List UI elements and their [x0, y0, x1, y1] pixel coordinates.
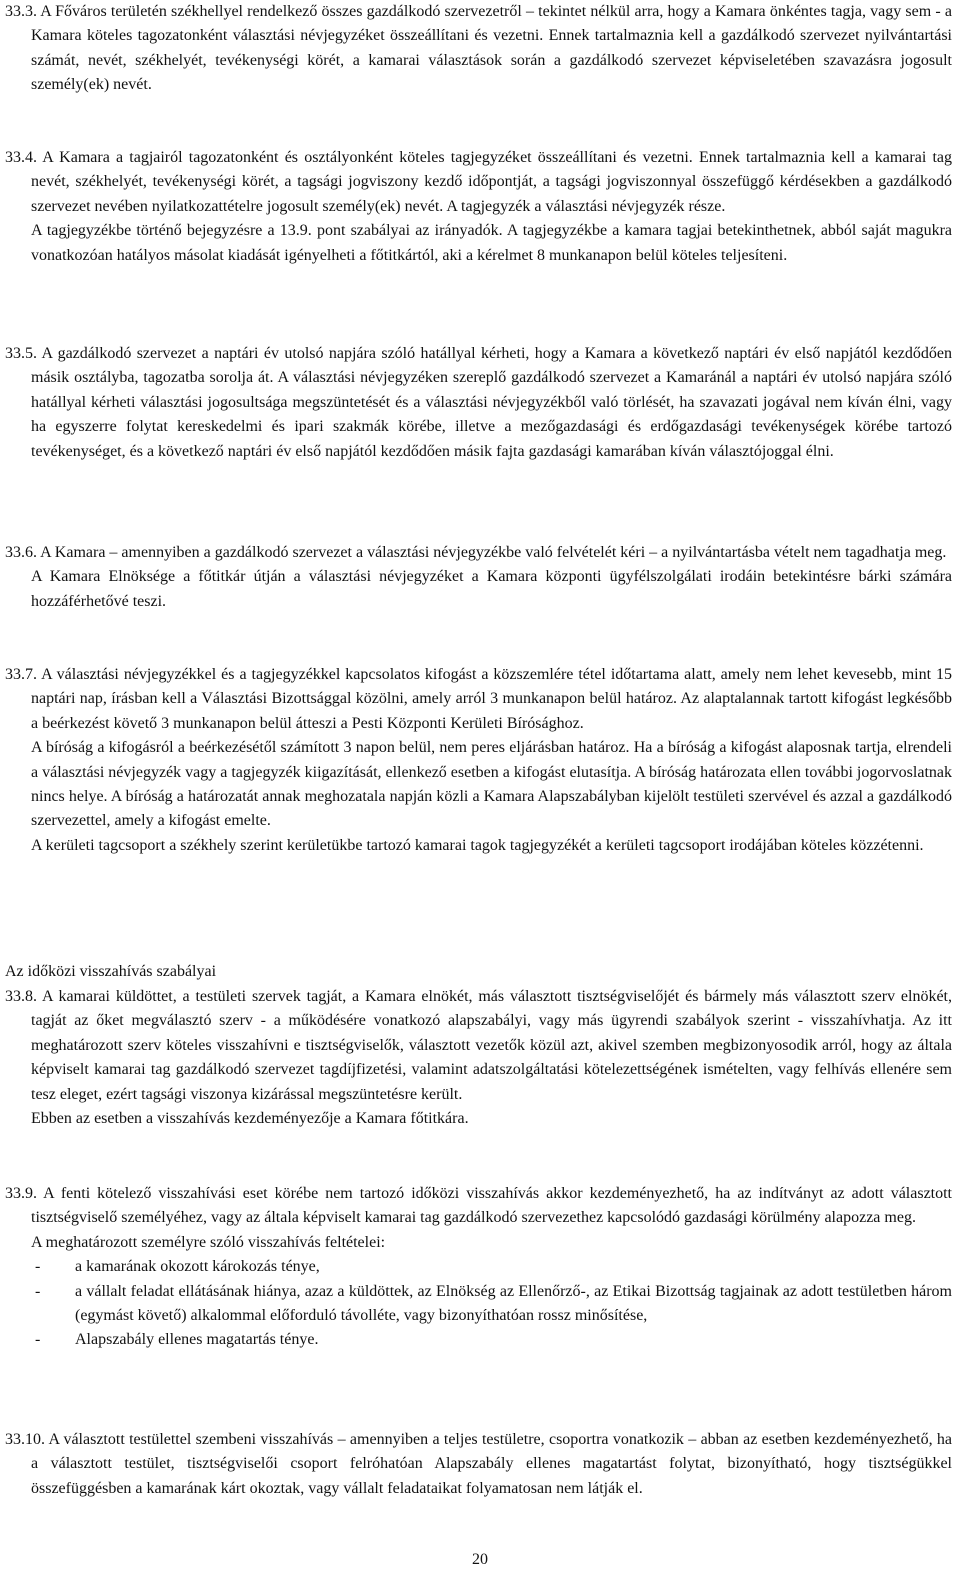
section-33-10	[5, 1428, 952, 1501]
list-item-text: Alapszabály ellenes magatartás ténye.	[75, 1331, 319, 1349]
paragraph: Ebben az esetben a visszahívás kezdeményezője a Kamara főtitkára.	[31, 1110, 469, 1128]
paragraph: 33.7. A választási névjegyzékkel és a tagjegyzékkel kapcsolatos kifogást a közszemlére tétel időtartama alatt, amely nem lehet kevesebb, mint 15 naptári nap, írásban kell a Választási Bizottsággal közölni, amely arról 3 munkanapon belül határoz. Az alaptalannak tartott kifogást legkésőbb a beérkezést követő 3 munkanapon belül átteszi a Pesti Központi Kerületi Bírósághoz.	[5, 666, 952, 732]
section-33-6	[5, 541, 952, 614]
paragraph: A tagjegyzékbe történő bejegyzésre a 13.9. pont szabályai az irányadók. A tagjegyzékbe a kamara tagjai betekinthetnek, abból saját magukra vonatkozóan hatályos másolat kiadását igényelheti a főtitkártól, aki a kérelmet 8 munkanapon belül köteles teljesíteni.	[31, 222, 952, 264]
paragraph: 33.10. A választott testülettel szembeni visszahívás – amennyiben a teljes testületre, csoportra vonatkozik – abban az esetben kezdeményezhető, ha a választott testület, tisztségviselői csoport felróhatóan Alapszabály ellenes magatartást folytat, bizonyítható, hogy tisztségükkel összefüggésben a kamarának kárt okoztak, vagy vállalt feladataikat folyamatosan nem látják el.	[5, 1431, 952, 1497]
list-item	[5, 1280, 952, 1329]
paragraph: 33.9. A fenti kötelező visszahívási eset körébe nem tartozó időközi visszahívás akkor kezdeményezhető, ha az indítványt az adott választott tisztségviselő személyéhez, vagy az általa képviselt kamarai tag gazdálkodó szervezethez kapcsolódó gazdasági körülmény alapozza meg.	[5, 1185, 952, 1227]
paragraph: A meghatározott személyre szóló visszahívás feltételei:	[31, 1233, 386, 1251]
section-33-9	[5, 1182, 952, 1353]
paragraph: 33.4. A Kamara a tagjairól tagozatonként és osztályonként köteles tagjegyzéket összeállítani és vezetni. Ennek tartalmaznia kell a kamarai tag nevét, székhelyét, tevékenységi körét, a tagsági jogviszony kezdő időpontját, a tagsági jogviszonnyal összefüggő kérdésekben a gazdálkodó szervezet nevében nyilatkozattételre jogosult személy(ek) nevét. A tagjegyzék a választási névjegyzék része.	[5, 149, 952, 215]
dash-bullet: -	[35, 1331, 41, 1349]
section-33-8	[5, 985, 952, 1131]
section-33-7	[5, 663, 952, 858]
dash-bullet: -	[35, 1282, 41, 1300]
list-item-text: a kamarának okozott károkozás ténye,	[75, 1258, 320, 1276]
paragraph: 33.8. A kamarai küldöttet, a testületi szervek tagját, a Kamara elnökét, más választott tisztségviselőjét és bármely más választott szerv elnökét, tagját az őket megválasztó szerv - a működésére vonatkozó alapszabályi, vagy más ügyrendi szabályok szerint - visszahívhatja. Az itt meghatározott szerv köteles visszahívni e tisztségviselők, választott vezetők közül azt, akivel szemben megbizonyosodik arról, hogy az általa képviselt kamarai tag gazdálkodó szervezet tagdíjfizetési, valamint adatszolgáltatási kötelezettségének ismételten, vagy felhívás ellenére sem tesz eleget, ezért tagsági viszonya kizárással megszüntetésre került.	[5, 988, 952, 1103]
paragraph: A Kamara Elnöksége a főtitkár útján a választási névjegyzéket a Kamara központi ügyfélszolgálati irodáin betekintésre bárki számára hozzáférhetővé teszi.	[31, 568, 952, 610]
paragraph: 33.5. A gazdálkodó szervezet a naptári év utolsó napjára szóló hatállyal kérheti, hogy a Kamara a következő naptári év első napjától kezdődően másik osztályba, tagozatba sorolja át. A választási névjegyzéken szereplő gazdálkodó szervezet a Kamaránál a naptári év utolsó napjára szóló hatállyal kérheti választási jogosultsága megszüntetését és a választási névjegyzékből való törlését, ha szavazati jogával nem kíván élni, vagy ha egyszerre folytat kereskedelmi és ipari szakmák körébe, illetve a mezőgazdasági és erdőgazdasági tevékenységek körébe tartozó tevékenységet, és a következő naptári év első napjától kezdődően másik fajta gazdasági kamarában kíván választójoggal élni.	[5, 345, 952, 460]
paragraph: 33.3. A Főváros területén székhellyel rendelkező összes gazdálkodó szervezetről – tekintet nélkül arra, hogy a Kamara önkéntes tagja, vagy sem - a Kamara köteles tagozatonként választási névjegyzéket összeállítani és vezetni. Ennek tartalmaznia kell a gazdálkodó szervezet nyilvántartási számát, nevét, székhelyét, tevékenységi körét, a kamarai választások során a gazdálkodó szervezet képviseletében szavazásra jogosult személy(ek) nevét.	[5, 3, 952, 94]
paragraph: 33.6. A Kamara – amennyiben a gazdálkodó szervezet a választási névjegyzékbe való felvételét kéri – a nyilvántartásba vételt nem tagadhatja meg.	[5, 544, 947, 561]
page-number: 20	[472, 1551, 488, 1568]
section-33-3	[5, 0, 952, 98]
dash-bullet: -	[35, 1258, 41, 1276]
paragraph: A kerületi tagcsoport a székhely szerint kerületükbe tartozó kamarai tagok tagjegyzékét a kerületi tagcsoport irodájában köteles közzétenni.	[31, 836, 924, 854]
list-item-text: a vállalt feladat ellátásának hiánya, azaz a küldöttek, az Elnökség az Ellenőrző-, az Etikai Bizottság tagjainak az adott testületben három (egymást követő) alkalommal előforduló távolléte, vagy bizonyíthatóan rossz minősítése,	[75, 1282, 952, 1325]
list-item	[5, 1328, 952, 1352]
section-33-4	[5, 146, 952, 268]
subheading: Az időközi visszahívás szabályai	[5, 963, 217, 980]
paragraph: A bíróság a kifogásról a beérkezésétől számított 3 napon belül, nem peres eljárásban határoz. Ha a bíróság a kifogást alaposnak tartja, elrendeli a választási névjegyzék vagy a tagjegyzék kiigazítását, ellenkező esetben a kifogást elutasítja. A bíróság határozata ellen további jogorvoslatnak nincs helye. A bíróság a határozatát annak meghozatala napján közli a Kamara Alapszabályban kijelölt testületi szervével és azzal a gazdálkodó szervezettel, amely a kifogást emelte.	[31, 739, 952, 830]
section-33-5	[5, 342, 952, 464]
list-item	[5, 1255, 952, 1279]
